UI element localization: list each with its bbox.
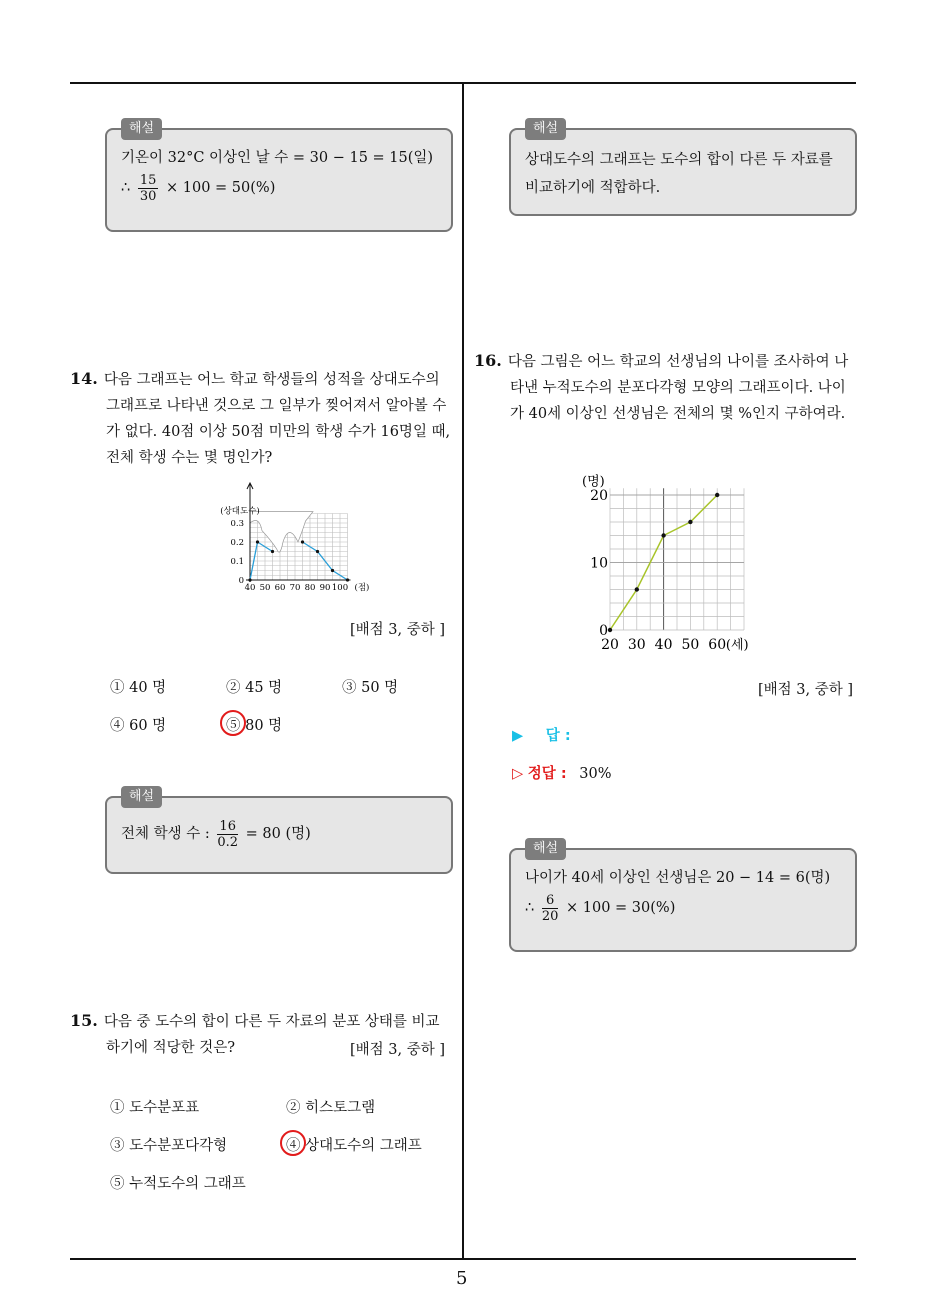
- play-arrow-icon: ▶: [512, 728, 524, 744]
- choice-2[interactable]: ② 45 명: [226, 680, 283, 696]
- column-divider: [462, 83, 464, 1259]
- question-number: 16.: [474, 351, 502, 370]
- y-tick-label: 10: [590, 555, 608, 572]
- data-point: [346, 578, 349, 581]
- y-tick-label: 0.3: [230, 519, 244, 529]
- fraction: $\frac{16}{0.2}$: [217, 818, 239, 850]
- data-point: [316, 550, 319, 553]
- explanation-line: 기온이 32°C 이상인 날 수 = 30 − 15 = 15(일): [121, 150, 434, 166]
- explanation-line: 나이가 40세 이상인 선생님은 20 − 14 = 6(명): [525, 870, 831, 886]
- fraction: $\frac{6}{20}$: [541, 892, 559, 924]
- y-axis-label: (명): [582, 474, 605, 490]
- choice-2[interactable]: ② 히스토그램: [286, 1100, 376, 1116]
- torn-edge: [250, 512, 313, 553]
- question-meta: [배점 3, 중하 ]: [350, 1042, 446, 1058]
- x-tick-label: 70: [289, 583, 301, 593]
- data-point: [715, 493, 719, 497]
- question-text: 다음 그림은 어느 학교의 선생님의 나이를 조사하여 나타낸 누적도수의 분포다각형 모양의 그래프이다. 나이가 40세 이상인 선생님은 전체의 몇 %인지 구하여라.: [507, 354, 849, 422]
- explanation-box-16: [509, 841, 857, 952]
- y-tick-label: 20: [590, 488, 608, 504]
- explanation-box-13: [105, 121, 453, 232]
- question-meta: [배점 3, 중하 ]: [350, 622, 446, 638]
- answer-label: 답 :: [545, 728, 571, 744]
- choice-4[interactable]: ④ 60 명: [110, 718, 167, 734]
- y-tick-label: 0.2: [230, 538, 244, 548]
- x-axis-label: (점): [354, 583, 370, 593]
- correct-value: 30%: [579, 766, 612, 782]
- explanation-tag: 해설: [121, 786, 162, 808]
- answer-row: [512, 724, 571, 745]
- x-tick-label: 30: [627, 637, 646, 653]
- choice-1[interactable]: ① 도수분포표: [110, 1100, 200, 1116]
- x-tick-label: 50: [259, 583, 271, 593]
- explanation-formula: ∴ $\frac{6}{20}$ × 100 = 30(%): [525, 892, 676, 924]
- explanation-formula: ∴ $\frac{15}{30}$ × 100 = 50(%): [121, 172, 276, 204]
- data-point: [301, 540, 304, 543]
- question-14: [70, 366, 456, 471]
- x-tick-label: 60: [274, 583, 286, 593]
- explanation-line: 상대도수의 그래프는 도수의 합이 다른 두 자료를: [525, 152, 833, 168]
- outline-arrow-icon: ▷: [512, 766, 524, 782]
- x-axis-label: (세): [725, 638, 749, 653]
- data-point: [688, 520, 692, 524]
- choice-3[interactable]: ③ 50 명: [342, 680, 399, 696]
- data-point: [661, 533, 665, 537]
- fraction: $\frac{15}{30}$: [139, 172, 157, 204]
- x-tick-label: 100: [331, 583, 349, 593]
- x-tick-label: 80: [304, 583, 316, 593]
- choice-5[interactable]: ⑤ 80 명: [226, 718, 283, 734]
- page-number: 5: [456, 1268, 468, 1289]
- question-text: 다음 중 도수의 합이 다른 두 자료의 분포 상태를 비교: [103, 1014, 440, 1030]
- explanation-tag: 해설: [121, 118, 162, 140]
- choice-4[interactable]: ④ 상대도수의 그래프: [286, 1138, 422, 1154]
- x-tick-label: 40: [244, 583, 256, 593]
- explanation-tag: 해설: [525, 838, 566, 860]
- explanation-formula: 전체 학생 수 : $\frac{16}{0.2}$ = 80 (명): [121, 818, 311, 850]
- x-tick-label: 60: [708, 637, 727, 653]
- explanation-line: 비교하기에 적합하다.: [525, 180, 661, 196]
- explanation-tag: 해설: [525, 118, 566, 140]
- explanation-box-14: [105, 789, 453, 874]
- y-tick-label: 0.1: [230, 557, 244, 567]
- y-axis-label: (상대도수): [220, 506, 260, 517]
- bottom-rule: [70, 1258, 856, 1260]
- data-point: [608, 628, 612, 632]
- data-point: [331, 569, 334, 572]
- question-number: 14.: [70, 369, 98, 388]
- explanation-box-15: [509, 121, 857, 216]
- data-point: [256, 540, 259, 543]
- question-text: 하기에 적당한 것은?: [106, 1040, 236, 1056]
- answer-mark-circle: [220, 710, 246, 736]
- data-point: [271, 550, 274, 553]
- y-tick-label: 0: [599, 623, 608, 639]
- data-point: [635, 587, 639, 591]
- x-tick-label: 40: [654, 637, 673, 653]
- question-meta: [배점 3, 중하 ]: [758, 682, 854, 698]
- x-tick-label: 20: [601, 637, 619, 653]
- cumulative-frequency-chart: [578, 468, 788, 654]
- x-tick-label: 90: [319, 583, 331, 593]
- correct-answer-row: [512, 762, 611, 783]
- data-point: [248, 578, 251, 581]
- question-16: [474, 348, 858, 427]
- relative-frequency-chart: [190, 482, 370, 594]
- answer-mark-circle: [280, 1130, 306, 1156]
- x-tick-label: 50: [681, 637, 700, 653]
- y-tick-label: 0: [238, 576, 244, 586]
- question-text: 다음 그래프는 어느 학교 학생들의 성적을 상대도수의 그래프로 나타낸 것으로 그 일부가 찢어져서 알아볼 수가 없다. 40점 이상 50점 미만의 학생 수가 16명일 때, 전체 학생 수는 몇 명인가?: [103, 372, 451, 466]
- choice-1[interactable]: ① 40 명: [110, 680, 167, 696]
- choice-3[interactable]: ③ 도수분포다각형: [110, 1138, 228, 1154]
- correct-label: 정답 :: [527, 766, 567, 782]
- choice-5[interactable]: ⑤ 누적도수의 그래프: [110, 1176, 246, 1192]
- question-number: 15.: [70, 1011, 98, 1030]
